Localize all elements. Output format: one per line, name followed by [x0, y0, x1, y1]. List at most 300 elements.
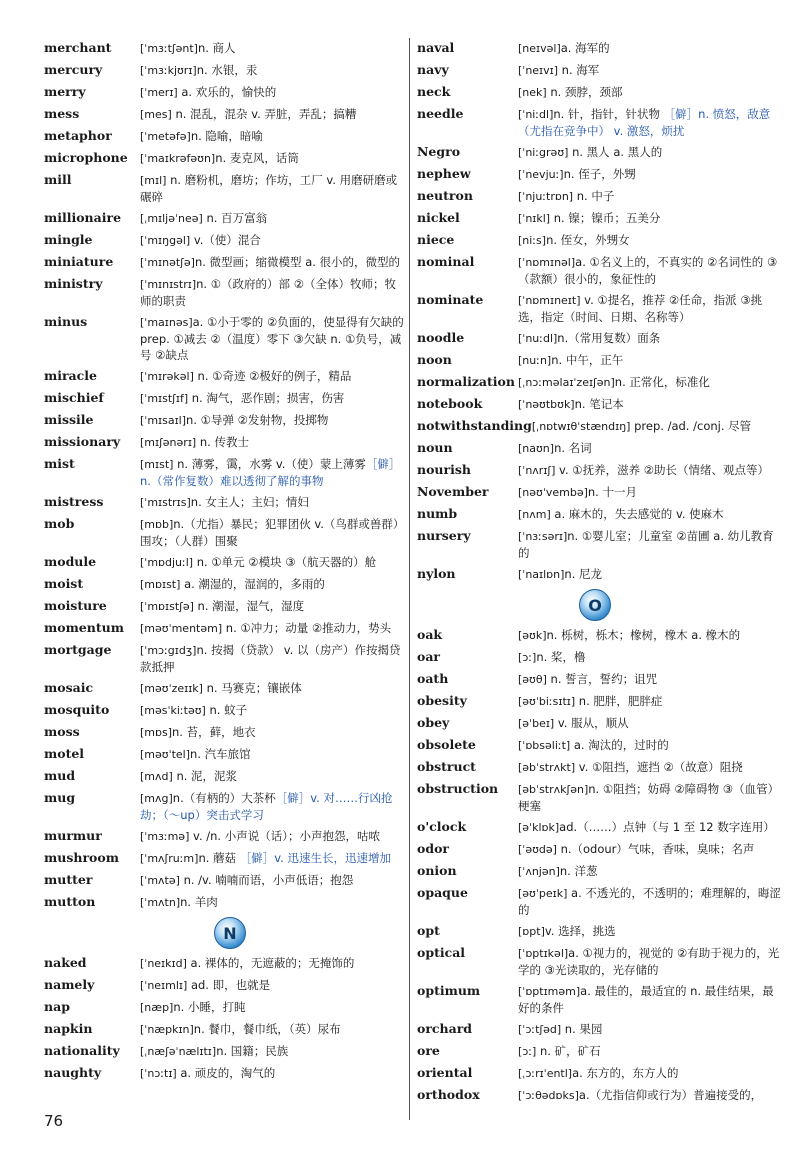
phonetic: [mes] — [140, 108, 172, 121]
headword: nylon — [417, 566, 456, 581]
gloss: n. /v. 喃喃而语，小声低语；抱怨 — [179, 873, 354, 887]
gloss: n. 侄子，外甥 — [563, 167, 636, 181]
gloss: n.（有柄的）大茶杯 — [172, 791, 276, 805]
gloss: n.（常用复数）面条 — [557, 331, 661, 345]
gloss: n.（尤指）暴民；犯罪团伙 v.（鸟群或兽群）围攻；（人群）围聚 — [140, 517, 405, 548]
definition — [140, 894, 406, 911]
page-number: 76 — [44, 1112, 64, 1130]
gloss: n. 麦克风，话筒 — [215, 151, 299, 165]
definition — [518, 627, 783, 644]
phonetic: [ˌnɔːməlaɪˈzeɪʃən] — [518, 376, 615, 389]
phonetic: [ˈnuːdl] — [518, 332, 558, 345]
gloss: n. 镍；镍币；五美分 — [550, 211, 661, 225]
phonetic: [əˈklɒk] — [518, 821, 560, 834]
dictionary-entry — [417, 210, 783, 227]
definition — [140, 850, 406, 867]
phonetic: [mɪʃənərɪ] — [140, 436, 197, 449]
phonetic: [məʊˈmentəm] — [140, 622, 223, 635]
phonetic: [ˈmʌtn] — [140, 896, 181, 909]
headword: orchard — [417, 1021, 473, 1036]
phonetic: [ˈmɪŋgəl] — [140, 234, 191, 247]
definition — [518, 144, 783, 161]
definition — [518, 254, 783, 287]
definition — [518, 62, 783, 79]
headword: mischief — [44, 390, 104, 405]
headword: oath — [417, 671, 449, 686]
phonetic: [məʊˈzeɪɪk] — [140, 682, 203, 695]
definition — [518, 1021, 783, 1038]
dictionary-entry — [44, 999, 406, 1016]
dictionary-entry — [44, 232, 406, 249]
dictionary-entry — [417, 440, 783, 457]
headword: module — [44, 554, 97, 569]
gloss: n. 誓言，誓约；诅咒 — [546, 672, 658, 686]
dictionary-entry — [44, 790, 406, 823]
dictionary-entry — [44, 276, 406, 309]
dictionary-entry — [417, 166, 783, 183]
definition — [518, 759, 783, 776]
headword: metaphor — [44, 128, 112, 143]
gloss: n. ①导弹 ②发射物，投掷物 — [186, 413, 329, 427]
phonetic: [ˈmɪrəkəl] — [140, 370, 194, 383]
gloss: v.（使）混合 — [190, 233, 261, 247]
gloss: n. 中午，正午 — [551, 353, 624, 367]
definition — [518, 1043, 783, 1060]
dictionary-entry — [417, 885, 783, 918]
headword: noun — [417, 440, 453, 455]
gloss: v. 选择，挑选 — [544, 924, 616, 938]
gloss: a. 最佳的，最适宜的 n. 最佳结果，最好的条件 — [518, 984, 774, 1015]
phonetic: [ˈəʊdə] — [518, 843, 557, 856]
headword: mosaic — [44, 680, 94, 695]
definition — [518, 693, 783, 710]
gloss: n. 蚊子 — [205, 703, 248, 717]
dictionary-entry — [44, 390, 406, 407]
definition — [140, 554, 406, 571]
phonetic: [ˈnaɪlɒn] — [518, 568, 565, 581]
definition — [518, 566, 783, 583]
headword: mill — [44, 172, 72, 187]
phonetic: [ˈmaɪnəs] — [140, 316, 193, 329]
phonetic: [ˈɔːtʃəd] — [518, 1023, 562, 1036]
dictionary-entry — [417, 254, 783, 287]
phonetic: [ˈɔːθədɒks] — [518, 1089, 579, 1102]
headword: nourish — [417, 462, 471, 477]
dictionary-entry — [44, 1065, 406, 1082]
definition — [518, 396, 783, 413]
gloss: n. 颈脖，颈部 — [546, 85, 623, 99]
definition — [140, 314, 406, 363]
definition — [140, 1043, 406, 1060]
gloss: n. 薄雾，霭，水雾 v.（使）蒙上薄雾 — [173, 457, 366, 471]
headword: nephew — [417, 166, 471, 181]
headword: noodle — [417, 330, 465, 345]
gloss: a. 东方的，东方人的 — [572, 1066, 679, 1080]
phonetic: [əbˈstrʌkt] — [518, 761, 576, 774]
gloss: n. 百万富翁 — [202, 211, 268, 225]
headword: mutter — [44, 872, 93, 887]
dictionary-entry — [44, 554, 406, 571]
gloss: a. 潮湿的，湿润的，多雨的 — [180, 577, 325, 591]
dictionary-entry — [44, 40, 406, 57]
definition — [140, 576, 406, 593]
dictionary-entry — [417, 923, 783, 940]
definition — [518, 506, 783, 523]
headword: navy — [417, 62, 449, 77]
dictionary-entry — [44, 494, 406, 511]
phonetic: [mɒɪst] — [140, 578, 181, 591]
gloss: n. 针，指针，针状物 — [553, 107, 664, 121]
dictionary-entry — [44, 62, 406, 79]
definition — [518, 1065, 783, 1082]
dictionary-entry — [417, 352, 783, 369]
dictionary-entry — [417, 40, 783, 57]
phonetic: [ˈmʌʃruːm] — [140, 852, 199, 865]
headword: nominal — [417, 254, 475, 269]
dictionary-entry — [44, 620, 406, 637]
gloss: n. 中子 — [573, 189, 615, 203]
gloss: n. 羊肉 — [180, 895, 218, 909]
dictionary-entry — [417, 396, 783, 413]
dictionary-entry — [44, 680, 406, 697]
headword: ore — [417, 1043, 440, 1058]
dictionary-entry — [417, 62, 783, 79]
gloss: a. 欢乐的，愉快的 — [177, 85, 277, 99]
definition — [140, 210, 406, 227]
rare-usage-note: ［僻］v. 对……行凶抢劫；（～up）突击式学习 — [140, 791, 393, 822]
dictionary-entry — [417, 506, 783, 523]
phonetic: [mɒb] — [140, 518, 174, 531]
gloss: n. 小睡，打盹 — [173, 1000, 246, 1014]
gloss: n. 国籍；民族 — [216, 1044, 289, 1058]
dictionary-entry — [44, 576, 406, 593]
gloss: n. 女主人；主妇；情妇 — [190, 495, 309, 509]
headword: minus — [44, 314, 88, 329]
phonetic: [məʊˈtel] — [140, 748, 191, 761]
headword: niece — [417, 232, 455, 247]
definition — [518, 292, 783, 325]
gloss: n. 微型画；缩微模型 a. 很小的，微型的 — [194, 255, 401, 269]
phonetic: [ˈniːgrəʊ] — [518, 146, 569, 159]
phonetic: [ˈmaɪkrəfəʊn] — [140, 152, 216, 165]
definition — [140, 106, 406, 123]
phonetic: [ˈmʌtə] — [140, 874, 180, 887]
gloss: a. 淘汰的，过时的 — [570, 738, 669, 752]
headword: oar — [417, 649, 441, 664]
definition — [140, 999, 406, 1016]
definition — [140, 598, 406, 615]
phonetic: [ˈnɒmɪnəl] — [518, 256, 576, 269]
definition — [518, 210, 783, 227]
gloss: n.（odour）气味，香味，臭味；名声 — [556, 842, 755, 856]
headword: optical — [417, 945, 466, 960]
phonetic: [naʊn] — [518, 442, 555, 455]
gloss: v. /n. 小声说（话）；小声抱怨，咕哝 — [189, 829, 380, 843]
gloss: n. 尼龙 — [564, 567, 603, 581]
definition — [518, 781, 783, 814]
headword: oak — [417, 627, 443, 642]
phonetic: [ˌɔːrɪˈentl] — [518, 1067, 573, 1080]
headword: oriental — [417, 1065, 473, 1080]
dictionary-entry — [44, 128, 406, 145]
phonetic: [ˌmɪljəˈneə] — [140, 212, 203, 225]
phonetic: [mʌd] — [140, 770, 173, 783]
headword: odor — [417, 841, 450, 856]
headword: motel — [44, 746, 85, 761]
gloss: n. 洋葱 — [559, 864, 598, 878]
definition — [518, 462, 783, 479]
dictionary-entry — [44, 828, 406, 845]
dictionary-entry — [44, 955, 406, 972]
definition — [518, 40, 783, 57]
dictionary-entry — [417, 759, 783, 776]
definition — [518, 945, 783, 978]
definition — [518, 841, 783, 858]
dictionary-entry — [417, 418, 783, 435]
phonetic: [ˈmɪnətʃə] — [140, 256, 195, 269]
gloss: a. 麻木的，失去感觉的 v. 使麻木 — [550, 507, 724, 521]
dictionary-entry — [417, 983, 783, 1016]
gloss: n. 果园 — [561, 1022, 603, 1036]
section-letter-n: N — [214, 917, 246, 949]
phonetic: [ˈmetəfə] — [140, 130, 191, 143]
definition — [140, 128, 406, 145]
dictionary-entry — [417, 188, 783, 205]
phonetic: [ˈmerɪ] — [140, 86, 178, 99]
headword: normalization — [417, 374, 515, 389]
headword: obsolete — [417, 737, 476, 752]
phonetic: [ˈɒptɪkəl] — [518, 947, 569, 960]
phonetic: [ˈnjuːtrɒn] — [518, 190, 574, 203]
section-letter-o: O — [579, 589, 611, 621]
dictionary-entry — [417, 144, 783, 161]
definition — [518, 715, 783, 732]
definition — [518, 923, 783, 940]
headword: neutron — [417, 188, 473, 203]
phonetic: [ˈnɪkl] — [518, 212, 551, 225]
dictionary-entry — [44, 150, 406, 167]
phonetic: [əʊθ] — [518, 673, 547, 686]
phonetic: [mɒs] — [140, 726, 173, 739]
headword: mist — [44, 456, 75, 471]
dictionary-entry — [44, 106, 406, 123]
phonetic: [əbˈstrʌkʃən] — [518, 783, 589, 796]
dictionary-entry — [44, 84, 406, 101]
gloss: n. 正常化，标准化 — [614, 375, 710, 389]
gloss: n. 泥，泥浆 — [172, 769, 238, 783]
dictionary-entry — [44, 768, 406, 785]
gloss: n. 潮湿，湿气，湿度 — [193, 599, 305, 613]
headword: mud — [44, 768, 76, 783]
phonetic: [ˈneɪkɪd] — [140, 957, 187, 970]
dictionary-entry — [44, 1021, 406, 1038]
column-divider — [409, 38, 410, 1120]
definition — [140, 276, 406, 309]
dictionary-entry — [417, 737, 783, 754]
definition — [518, 885, 783, 918]
phonetic: [neɪvəl] — [518, 42, 561, 55]
right-column — [417, 40, 783, 1109]
definition — [518, 330, 783, 347]
dictionary-entry — [44, 746, 406, 763]
definition — [140, 768, 406, 785]
gloss: n. 栎树，栎木；橡树，橡木 a. 橡木的 — [546, 628, 741, 642]
gloss: n. 海军 — [558, 63, 600, 77]
dictionary-entry — [417, 232, 783, 249]
headword: mushroom — [44, 850, 119, 865]
headword: momentum — [44, 620, 124, 635]
dictionary-entry — [44, 894, 406, 911]
gloss: n. 按揭（贷款） v. 以（房产）作按揭贷款抵押 — [140, 643, 401, 674]
phonetic: [ˈmɪstʃɪf] — [140, 392, 189, 405]
headword: moss — [44, 724, 80, 739]
definition — [140, 680, 406, 697]
headword: neck — [417, 84, 451, 99]
dictionary-entry — [44, 412, 406, 429]
dictionary-entry — [417, 627, 783, 644]
gloss: v. ①提名，推荐 ②任命，指派 ③挑选，指定（时间、日期、名称等） — [518, 293, 763, 324]
headword: nap — [44, 999, 70, 1014]
gloss: v. ①抚养，滋养 ②助长（情绪、观点等） — [555, 463, 770, 477]
gloss: prep. /ad. /conj. 尽管 — [630, 419, 752, 433]
headword: ministry — [44, 276, 103, 291]
definition — [140, 642, 406, 675]
gloss: n. 矿，矿石 — [536, 1044, 601, 1058]
definition — [140, 62, 406, 79]
phonetic: [ˈnʌrɪʃ] — [518, 464, 556, 477]
phonetic: [əʊˈbiːsɪtɪ] — [518, 695, 576, 708]
definition — [140, 434, 406, 451]
dictionary-entry — [44, 434, 406, 451]
headword: namely — [44, 977, 95, 992]
phonetic: [ɒpt] — [518, 925, 545, 938]
definition — [518, 166, 783, 183]
headword: nationality — [44, 1043, 120, 1058]
headword: obstruct — [417, 759, 476, 774]
definition — [140, 232, 406, 249]
phonetic: [əʊˈpeɪk] — [518, 887, 568, 900]
gloss: n. ①（政府的）部 ②（全体）牧师；牧师的职责 — [140, 277, 396, 308]
dictionary-entry — [417, 715, 783, 732]
gloss: n. 餐巾，餐巾纸，（英）尿布 — [193, 1022, 341, 1036]
dictionary-entry — [44, 642, 406, 675]
dictionary-entry — [44, 850, 406, 867]
definition — [518, 232, 783, 249]
gloss: n. 传教士 — [196, 435, 249, 449]
headword: numb — [417, 506, 458, 521]
dictionary-entry — [417, 819, 783, 836]
definition — [140, 254, 406, 271]
headword: mutton — [44, 894, 96, 909]
phonetic: [ˈmɒdjuːl] — [140, 556, 194, 569]
dictionary-entry — [417, 945, 783, 978]
dictionary-entry — [44, 456, 406, 489]
definition — [518, 374, 783, 391]
gloss: n. ①阻挡；妨碍 ②障碍物 ③（血管）梗塞 — [518, 782, 780, 813]
phonetic: [ˈmɪsaɪl] — [140, 414, 187, 427]
dictionary-entry — [44, 724, 406, 741]
definition — [518, 352, 783, 369]
dictionary-entry — [417, 781, 783, 814]
phonetic: [niːs] — [518, 234, 547, 247]
gloss: n. 磨粉机，磨坊；作坊，工厂 v. 用磨研磨或碾碎 — [140, 173, 398, 204]
definition — [140, 1021, 406, 1038]
gloss: a. ①名义上的，不真实的 ②名词性的 ③（款额）很小的，象征性的 — [518, 255, 778, 286]
definition — [518, 983, 783, 1016]
headword: microphone — [44, 150, 128, 165]
phonetic: [ˈnevjuː] — [518, 168, 564, 181]
gloss: n. ①冲力；动量 ②推动力，势头 — [222, 621, 392, 635]
dictionary-entry — [44, 516, 406, 549]
dictionary-entry — [44, 368, 406, 385]
dictionary-entry — [417, 528, 783, 561]
gloss: n. 黑人 a. 黑人的 — [568, 145, 663, 159]
phonetic: [nʌm] — [518, 508, 551, 521]
definition — [518, 440, 783, 457]
definition — [140, 1065, 406, 1082]
definition — [140, 516, 406, 549]
definition — [140, 150, 406, 167]
phonetic: [ˈmɒɪstʃə] — [140, 600, 194, 613]
dictionary-entry — [417, 863, 783, 880]
gloss: n. 隐喻，暗喻 — [190, 129, 263, 143]
dictionary-entry — [44, 702, 406, 719]
phonetic: [ˌnɒtwɪθˈstændɪŋ] — [531, 420, 631, 433]
definition — [518, 671, 783, 688]
headword: napkin — [44, 1021, 93, 1036]
phonetic: [ˈmɪstrɪs] — [140, 496, 191, 509]
gloss: v. ①阻挡，遮挡 ②（故意）阻挠 — [575, 760, 743, 774]
dictionary-entry — [44, 977, 406, 994]
dictionary-entry — [417, 671, 783, 688]
phonetic: [ˈmɜːtʃənt] — [140, 42, 198, 55]
gloss: n. 笔记本 — [574, 397, 624, 411]
dictionary-entry — [417, 1065, 783, 1082]
headword: obesity — [417, 693, 467, 708]
headword: merchant — [44, 40, 112, 55]
definition — [518, 188, 783, 205]
definition — [140, 494, 406, 511]
headword: opaque — [417, 885, 468, 900]
phonetic: [ˈɒptɪməm] — [518, 985, 581, 998]
dictionary-entry — [44, 210, 406, 227]
left-column — [44, 40, 406, 1087]
phonetic: [ˌnæʃəˈnælɪtɪ] — [140, 1045, 217, 1058]
gloss: n. 名词 — [554, 441, 592, 455]
phonetic: [mʌg] — [140, 792, 173, 805]
phonetic: [ˈnɔːtɪ] — [140, 1067, 177, 1080]
definition — [518, 84, 783, 101]
rare-usage-note: ［僻］n.（常作复数）难以透彻了解的事物 — [140, 457, 401, 488]
gloss: a. 不透光的，不透明的；难理解的，晦涩的 — [518, 886, 781, 917]
headword: nominate — [417, 292, 484, 307]
headword: opt — [417, 923, 440, 938]
definition — [140, 977, 406, 994]
headword: miracle — [44, 368, 97, 383]
headword: nickel — [417, 210, 460, 225]
phonetic: [ˈneɪmlɪ] — [140, 979, 188, 992]
headword: mortgage — [44, 642, 112, 657]
dictionary-entry — [417, 106, 783, 139]
gloss: n. 混乱，混杂 v. 弄脏，弄乱；搞糟 — [171, 107, 357, 121]
gloss: n. 蘑菇 — [198, 851, 240, 865]
headword: naval — [417, 40, 455, 55]
dictionary-entry — [44, 254, 406, 271]
gloss: n. 商人 — [197, 41, 236, 55]
headword: onion — [417, 863, 457, 878]
definition — [140, 368, 406, 385]
gloss: n. ①婴儿室；儿童室 ②苗圃 a. 幼儿教育的 — [518, 529, 774, 560]
